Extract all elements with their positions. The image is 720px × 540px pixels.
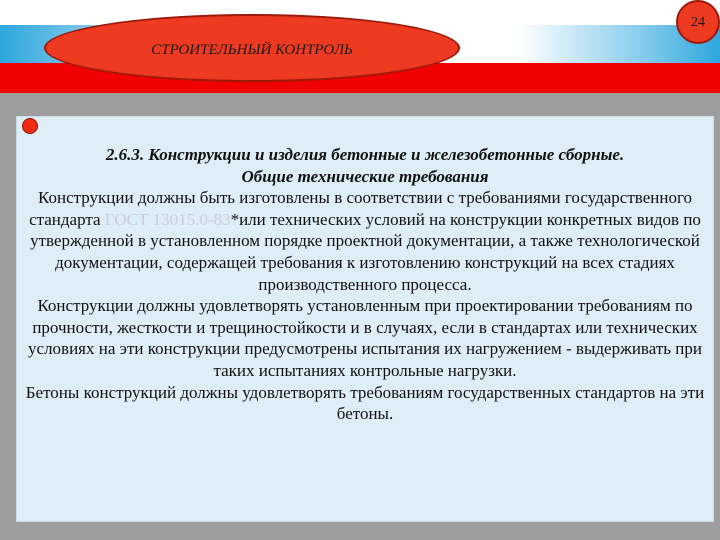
title-oval xyxy=(44,14,460,82)
section-heading-line1: 2.6.3. Конструкции и изделия бетонные и железобетонные сборные. xyxy=(105,145,625,164)
gost-link[interactable]: ГОСТ 13015.0-83 xyxy=(104,209,231,229)
paragraph-1-start: Конструкции должны быть изготовлены в соответствии с требованиями государственного стандарта xyxy=(29,188,692,229)
paragraph-3: Бетоны конструкций должны удовлетворять требованиям государственных стандартов на эти бетоны. xyxy=(25,382,705,424)
paragraph-1-end: *или технических условий на конструкции конкретных видов по утвержденной в установленном порядке проектной документации, а также технологической документации, содержащей требования к изготовлению конструкций на всех стадиях производственного процесса. xyxy=(30,209,701,294)
section-heading-line2: Общие технические требования xyxy=(241,166,489,186)
section-heading xyxy=(18,144,712,187)
page-number-badge xyxy=(676,0,720,44)
bullet-icon xyxy=(22,118,38,134)
slide-title: СТРОИТЕЛЬНЫЙ КОНТРОЛЬ xyxy=(151,41,353,58)
page-number: 24 xyxy=(691,15,705,30)
content-text xyxy=(18,144,712,425)
paragraph-1 xyxy=(18,187,712,295)
paragraph-2: Конструкции должны удовлетворять установленным при проектировании требованиям по прочности, жесткости и трещиностойкости и в случаях, если в стандартах или технических условиях на эти конструкции предусмотрены испытания их нагружением - выдерживать при таких испытаниях контрольные нагрузки. xyxy=(28,296,702,380)
